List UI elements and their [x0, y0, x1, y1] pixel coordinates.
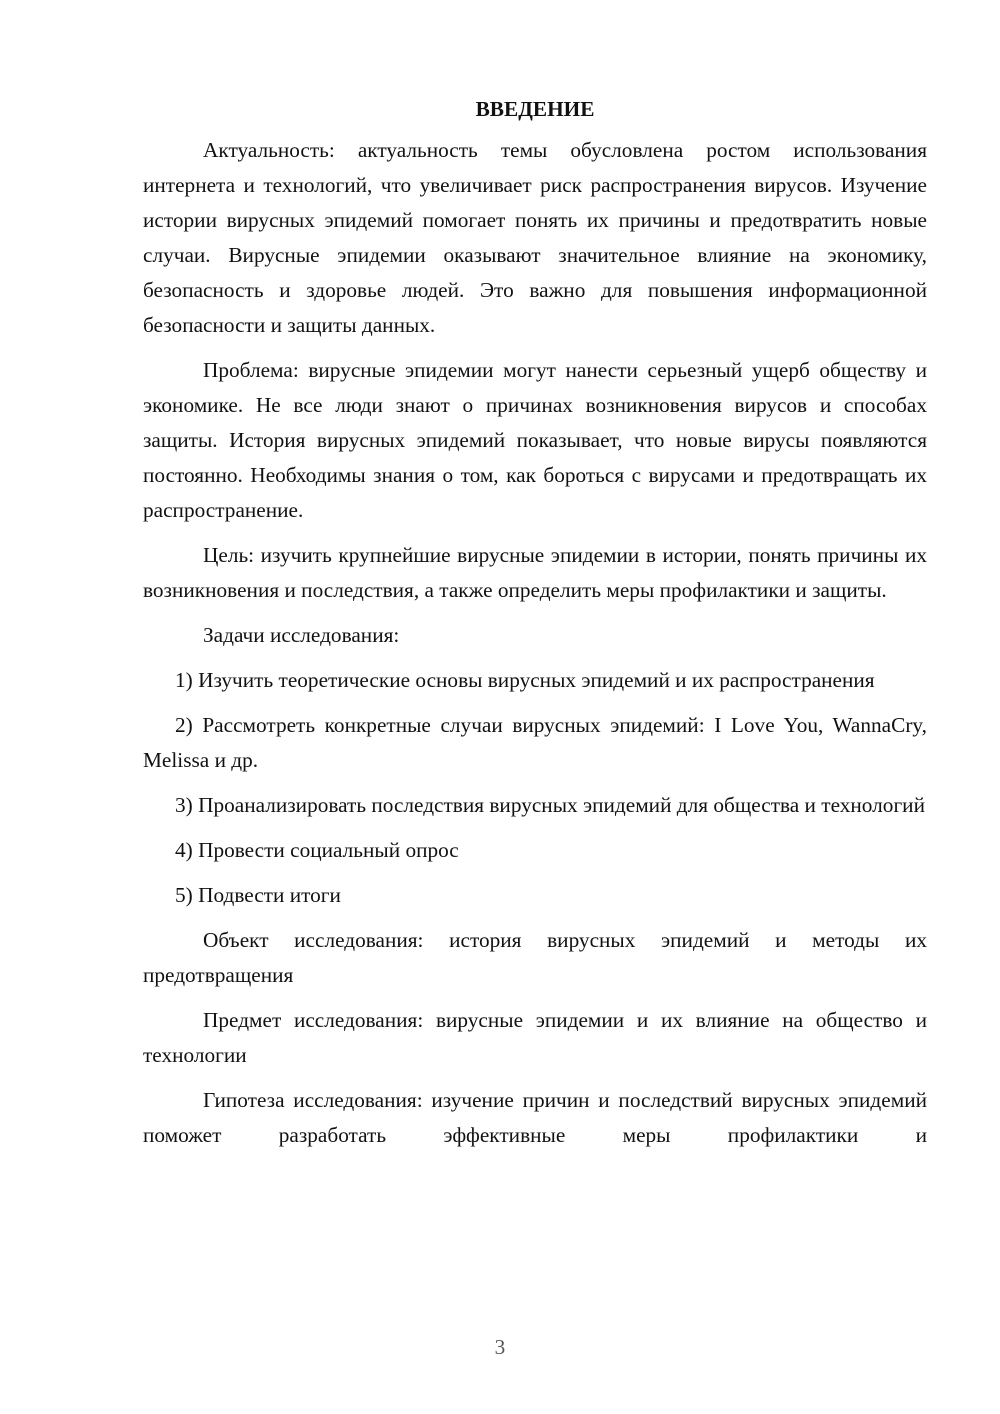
object-paragraph: Объект исследования: история вирусных эпидемий и методы их предотвращения — [143, 928, 927, 987]
task-item-4: 4) Провести социальный опрос — [175, 838, 459, 862]
tasks-heading: Задачи исследования: — [203, 623, 400, 647]
task-item-3: 3) Проанализировать последствия вирусных эпидемий для общества и технологий — [175, 793, 925, 817]
task-item-5: 5) Подвести итоги — [175, 883, 341, 907]
page-number: 3 — [494, 1335, 506, 1359]
subject-paragraph: Предмет исследования: вирусные эпидемии и их влияние на общество и технологии — [143, 1008, 927, 1067]
task-item-1: 1) Изучить теоретические основы вирусных эпидемий и их распространения — [175, 668, 875, 692]
problem-paragraph: Проблема: вирусные эпидемии могут нанести серьезный ущерб обществу и экономике. Не все люди знают о причинах возникновения вирусов и способах защиты. История вирусных эпидемий показывает, что новые вирусы появляются постоянно. Необходимы знания о том, как бороться с вирусами и предотвращать их распространение. — [143, 358, 927, 522]
hypothesis-paragraph: Гипотеза исследования: изучение причин и последствий вирусных эпидемий поможет разработать эффективные меры профилактики и — [143, 1088, 927, 1147]
goal-paragraph: Цель: изучить крупнейшие вирусные эпидемии в истории, понять причины их возникновения и последствия, а также определить меры профилактики и защиты. — [143, 543, 927, 602]
relevance-paragraph: Актуальность: актуальность темы обусловлена ростом использования интернета и технологий, что увеличивает риск распространения вирусов. Изучение истории вирусных эпидемий помогает понять их причины и предотвратить новые случаи. Вирусные эпидемии оказывают значительное влияние на экономику, безопасность и здоровье людей. Это важно для повышения информационной безопасности и защиты данных. — [143, 138, 927, 337]
page-content — [143, 92, 927, 1153]
task-item-2: 2) Рассмотреть конкретные случаи вирусных эпидемий: I Love You, WannaCry, Melissa и др. — [143, 713, 927, 772]
section-title: ВВЕДЕНИЕ — [475, 97, 595, 121]
